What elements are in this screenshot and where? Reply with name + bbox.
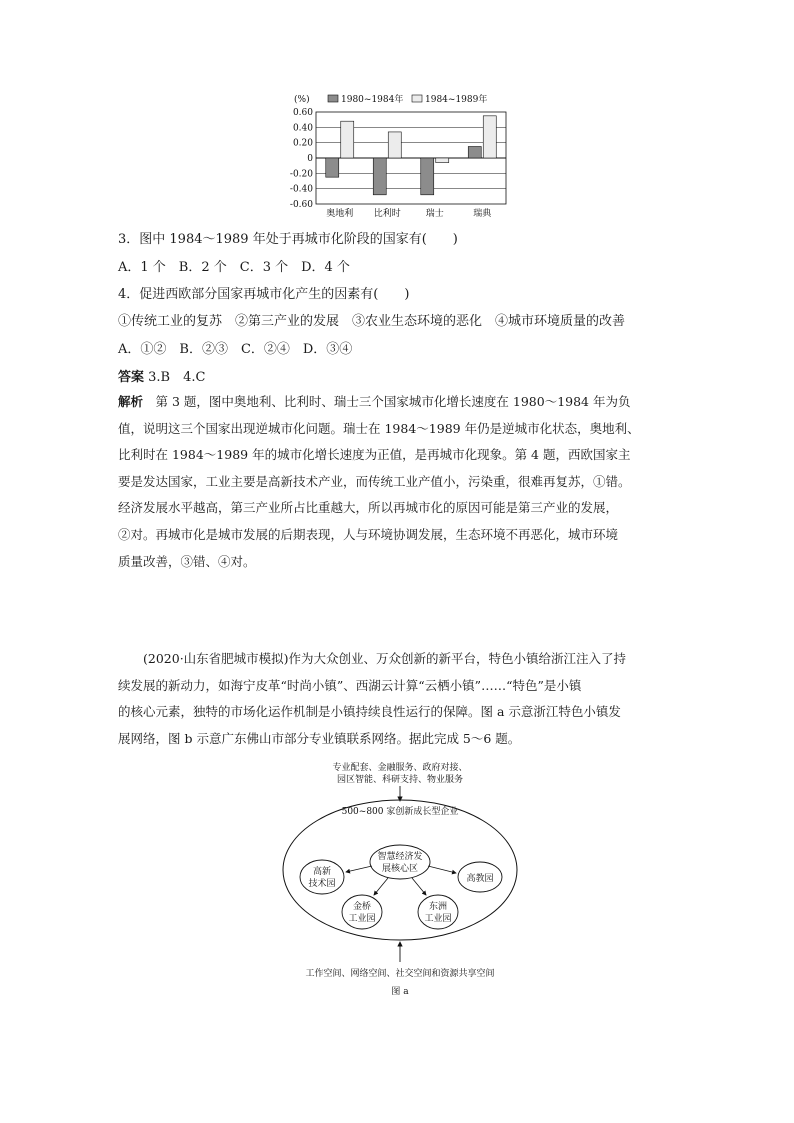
- jinqiao-line2: 工业园: [348, 914, 376, 924]
- x-tick-label: 奥地利: [326, 209, 354, 219]
- answer-label: 答案: [118, 370, 145, 385]
- y-tick-label: -0.60: [289, 200, 313, 210]
- bar: [341, 121, 354, 158]
- dongzhou-line1: 东洲: [428, 902, 448, 912]
- x-tick-label: 瑞典: [473, 209, 492, 219]
- question-3: 3．图中 1984～1989 年处于再城市化阶段的国家有( ): [118, 232, 458, 247]
- dongzhou-line2: 工业园: [424, 914, 452, 924]
- intro-line: 续发展的新动力，如海宁皮革“时尚小镇”、西湖云计算“云栖小镇”……“特色”是小镇: [118, 677, 582, 693]
- y-tick-labels: [290, 108, 313, 210]
- analysis-line: 要是发达国家，工业主要是高新技术产业，而传统工业产值小，污染重，很难再复苏，①错。: [118, 473, 631, 489]
- core-label-line2: 展核心区: [381, 864, 419, 874]
- intro-line: 的核心元素，独特的市场化运作机制是小镇持续良性运行的保障。图 a 示意浙江特色小镇发: [118, 704, 621, 720]
- outer-label: 500~800 家创新成长型企业: [341, 807, 459, 817]
- analysis-line: ②对。再城市化是城市发展的后期表现，人与环境协调发展，生态环境不再恶化，城市环境: [118, 526, 619, 542]
- x-tick-label: 瑞士: [425, 209, 444, 219]
- higher-edu-label: 高教园: [466, 874, 494, 884]
- analysis-label: 解析: [118, 394, 144, 409]
- analysis-text: 第 3 题，图中奥地利、比利时、瑞士三个国家城市化增长速度在 1980～1984 年为负: [143, 394, 631, 409]
- bar: [483, 116, 496, 158]
- bar: [373, 158, 386, 195]
- y-tick-label: -0.20: [289, 169, 313, 180]
- bar: [326, 158, 339, 177]
- y-tick-label: 0: [307, 154, 313, 164]
- figure-a-caption: 图 a: [391, 987, 409, 997]
- bar: [436, 158, 449, 163]
- figure-a-svg: [280, 762, 520, 1008]
- figure-a: [280, 762, 520, 1008]
- y-tick-label: 0.40: [292, 123, 313, 134]
- chart-legend: [328, 93, 487, 105]
- intro-line: 展网络，图 b 示意广东佛山市部分专业镇联系网络。据此完成 5～6 题。: [118, 730, 521, 746]
- question-3-options: A．1 个 B．2 个 C．3 个 D．4 个: [118, 260, 350, 275]
- core-label-line1: 智慧经济发: [377, 852, 423, 862]
- chart-svg: [284, 92, 514, 222]
- analysis-line: [118, 389, 678, 416]
- legend-swatch: [412, 95, 422, 102]
- question-4-items: ①传统工业的复苏 ②第三产业的发展 ③农业生态环境的恶化 ④城市环境质量的改善: [118, 314, 626, 329]
- bar: [421, 158, 434, 195]
- arrow-to-dongzhou: [412, 878, 426, 895]
- arrow-to-jinqiao: [374, 878, 388, 895]
- top-services-line1: 专业配套、金融服务、政府对接、: [332, 763, 468, 773]
- bottom-spaces-label: 工作空间、网络空间、社交空间和资源共享空间: [305, 969, 495, 979]
- chart-bars: [326, 116, 497, 195]
- y-tick-label: 0.20: [292, 138, 313, 149]
- intro-line: (2020·山东省肥城市模拟)作为大众创业、万众创新的新平台，特色小镇给浙江注入了持: [118, 651, 627, 666]
- analysis-line: 值，说明这三个国家出现逆城市化问题。瑞士在 1984～1989 年仍是逆城市化状态，奥地利、: [118, 420, 640, 436]
- answer-line: [118, 366, 205, 385]
- legend-swatch: [328, 95, 338, 102]
- arrow-to-higher-edu: [428, 866, 456, 873]
- x-tick-labels: [326, 207, 492, 219]
- y-tick-label: 0.60: [292, 108, 313, 118]
- bar: [468, 147, 481, 159]
- analysis-paragraph: [118, 389, 678, 575]
- x-tick-label: 比利时: [373, 209, 401, 219]
- intro-paragraph: [118, 646, 678, 752]
- analysis-line: 质量改善，③错、④对。: [118, 553, 256, 569]
- bar-chart: [284, 92, 514, 222]
- answer-text: 3.B 4.C: [148, 370, 206, 385]
- legend-label: 1984~1989年: [425, 95, 488, 105]
- hightech-line2: 技术园: [308, 879, 336, 889]
- question-4: 4．促进西欧部分国家再城市化产生的因素有( ): [118, 287, 410, 302]
- top-services-line2: 园区智能、科研支持、物业服务: [336, 775, 464, 785]
- analysis-line: 经济发展水平越高，第三产业所占比重越大，所以再城市化的原因可能是第三产业的发展，: [118, 500, 619, 516]
- hightech-line1: 高新: [312, 867, 332, 877]
- legend-label: 1980~1984年: [341, 95, 404, 105]
- jinqiao-line1: 金桥: [352, 902, 372, 912]
- analysis-line: 比利时在 1984～1989 年的城市化增长速度为正值，是再城市化现象。第 4 题，西欧国家主: [118, 447, 631, 463]
- bar: [388, 132, 401, 158]
- y-unit-label: (%): [294, 95, 310, 105]
- question-4-options: A．①② B．②③ C．②④ D．③④: [118, 342, 353, 357]
- y-tick-label: -0.40: [289, 184, 313, 195]
- arrow-to-hightech: [346, 866, 372, 872]
